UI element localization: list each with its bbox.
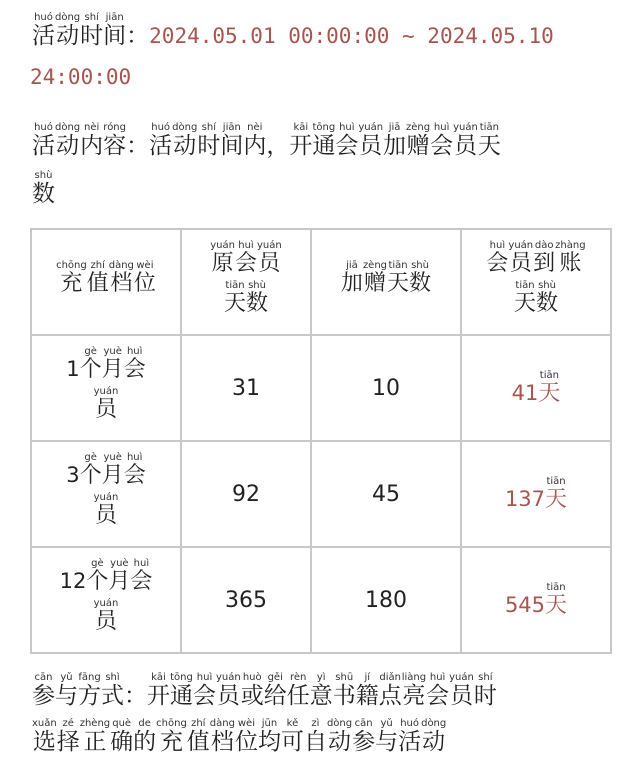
- activity-time-range-end: 24:00:00: [30, 65, 132, 89]
- ruby-char: 择zé: [56, 718, 80, 755]
- ruby-char: 会huì: [123, 346, 146, 383]
- ruby-char: 动dòng: [55, 12, 81, 49]
- ruby-char: 动dòng: [326, 718, 353, 755]
- activity-time-colon: ：: [126, 23, 150, 49]
- credited-days-cell: 545天tiān: [461, 547, 611, 653]
- ruby-char: 月yuè: [101, 346, 124, 383]
- ruby-char: 个gè: [79, 346, 102, 383]
- credited-days-cell: 41天tiān: [461, 335, 611, 441]
- ruby-char: 均jūn: [257, 718, 281, 755]
- ruby-char: 参cān: [32, 672, 55, 709]
- header-credited-days: [461, 229, 611, 335]
- day-unit: 天tiān: [545, 581, 568, 618]
- ruby-char: 参cān: [352, 718, 376, 755]
- original-days-cell: 31: [181, 335, 311, 441]
- ruby-char: 数shù: [32, 170, 55, 207]
- activity-content-line-1: [32, 122, 501, 158]
- ruby-char: 自zì: [303, 718, 327, 755]
- activity-time-range-start: 2024.05.01 00:00:00 ~ 2024.05.10: [149, 24, 554, 48]
- bonus-days-cell: 45: [311, 441, 461, 547]
- day-unit: 天tiān: [545, 475, 568, 512]
- ruby-char: 员yuán: [93, 598, 119, 634]
- ruby-char: 值zhí: [86, 260, 109, 297]
- bonus-days-cell: 180: [311, 547, 461, 653]
- activity-content-line-2: [32, 170, 55, 206]
- ruby-char: 月yuè: [101, 452, 124, 489]
- ruby-char: 开kāi: [289, 122, 313, 159]
- activity-time-line: [32, 12, 554, 48]
- ruby-char: 会huì: [234, 240, 257, 277]
- ruby-char: 会huì: [426, 672, 450, 709]
- ruby-char: 方fāng: [78, 672, 101, 709]
- ruby-char: 数shù: [246, 280, 269, 316]
- table-header-row: [31, 229, 611, 335]
- ruby-char: 员yuán: [358, 122, 384, 159]
- ruby-char: 活huó: [32, 12, 55, 49]
- ruby-char: 会huì: [430, 122, 454, 159]
- ruby-char: 选xuǎn: [32, 718, 57, 755]
- ruby-char: 档dàng: [108, 260, 134, 297]
- ruby-char: ，: [266, 133, 290, 159]
- ruby-char: 时shí: [197, 122, 221, 159]
- ruby-char: 天tiān: [387, 260, 410, 297]
- ruby-char: 通tōng: [312, 122, 336, 159]
- ruby-char: 值zhí: [186, 718, 210, 755]
- ruby-char: 亮liàng: [401, 672, 427, 709]
- ruby-char: 员yuán: [257, 240, 282, 277]
- activity-content-text-2: [32, 170, 55, 207]
- ruby-char: 给gěi: [263, 672, 287, 709]
- ruby-char: 赠zèng: [362, 260, 388, 297]
- ruby-char: 与yǔ: [375, 718, 399, 755]
- ruby-char: 通tōng: [170, 672, 193, 709]
- ruby-char: 充chōng: [156, 718, 187, 755]
- ruby-char: 天tiān: [513, 280, 536, 316]
- ruby-char: 任rèn: [286, 672, 310, 709]
- ruby-char: 充chōng: [56, 260, 87, 297]
- ruby-char: 员yuán: [508, 240, 534, 277]
- ruby-char: 开kāi: [147, 672, 170, 709]
- activity-content-text-1: [32, 122, 501, 159]
- header-bonus-days: [311, 229, 461, 335]
- ruby-char: 容róng: [103, 122, 127, 159]
- ruby-char: 的de: [133, 718, 157, 755]
- participation-line-1: [32, 672, 497, 708]
- ruby-char: 档dàng: [209, 718, 235, 755]
- header-recharge-tier: [31, 229, 181, 335]
- ruby-char: 会huì: [193, 672, 216, 709]
- ruby-char: 活huó: [32, 122, 55, 159]
- ruby-char: 时shí: [473, 672, 497, 709]
- day-unit: 天tiān: [538, 369, 561, 406]
- ruby-char: 位wèi: [234, 718, 258, 755]
- ruby-char: 天tiān: [477, 122, 501, 159]
- table-row: [31, 335, 611, 441]
- ruby-char: 会huì: [335, 122, 359, 159]
- ruby-char: 书shū: [332, 672, 356, 709]
- ruby-char: 间jiān: [103, 12, 127, 49]
- ruby-char: 点diǎn: [378, 672, 402, 709]
- table-row: [31, 547, 611, 653]
- participation-text-1: [32, 672, 497, 709]
- recharge-tier-table: [30, 228, 612, 654]
- ruby-char: ：: [126, 133, 150, 159]
- ruby-char: 间jiān: [220, 122, 244, 159]
- ruby-char: 位wèi: [133, 260, 156, 297]
- credited-days-cell: 137天tiān: [461, 441, 611, 547]
- ruby-char: 个gè: [79, 452, 102, 489]
- ruby-char: 可kě: [280, 718, 304, 755]
- participation-line-2: [32, 718, 446, 754]
- original-days-cell: 92: [181, 441, 311, 547]
- ruby-char: 员yuán: [449, 672, 474, 709]
- ruby-char: 数shù: [536, 280, 559, 316]
- ruby-char: 或huò: [240, 672, 264, 709]
- ruby-char: 动dòng: [421, 718, 447, 755]
- ruby-char: 意yì: [309, 672, 333, 709]
- ruby-char: 会huì: [130, 558, 153, 595]
- ruby-char: 籍jí: [355, 672, 379, 709]
- activity-time-end-line: [30, 66, 131, 89]
- ruby-char: 员yuán: [453, 122, 478, 159]
- tier-cell: 3个gè月yuè会huì员yuán: [31, 441, 181, 547]
- header-original-days: [181, 229, 311, 335]
- ruby-char: 月yuè: [108, 558, 131, 595]
- ruby-char: 内nèi: [80, 122, 104, 159]
- ruby-char: 个gè: [86, 558, 109, 595]
- ruby-char: 员yuán: [93, 492, 119, 528]
- ruby-char: ：: [124, 683, 147, 709]
- ruby-char: 会huì: [123, 452, 146, 489]
- ruby-char: 原yuán: [210, 240, 235, 277]
- activity-time-label: [32, 12, 127, 49]
- tier-cell: 12个gè月yuè会huì员yuán: [31, 547, 181, 653]
- ruby-char: 天tiān: [223, 280, 246, 316]
- ruby-char: 正zhèng: [79, 718, 111, 755]
- ruby-char: 时shí: [80, 12, 104, 49]
- ruby-char: 活huó: [398, 718, 422, 755]
- table-row: [31, 441, 611, 547]
- ruby-char: 动dòng: [172, 122, 198, 159]
- ruby-char: 到dào: [533, 240, 556, 277]
- ruby-char: 动dòng: [55, 122, 81, 159]
- ruby-char: 式shì: [101, 672, 124, 709]
- bonus-days-cell: 10: [311, 335, 461, 441]
- ruby-char: 会huì: [486, 240, 509, 277]
- ruby-char: 确què: [110, 718, 134, 755]
- tier-cell: 1个gè月yuè会huì员yuán: [31, 335, 181, 441]
- ruby-char: 加jiā: [340, 260, 363, 297]
- ruby-char: 与yǔ: [55, 672, 78, 709]
- ruby-char: 加jiā: [383, 122, 407, 159]
- ruby-char: 活huó: [149, 122, 173, 159]
- ruby-char: 员yuán: [216, 672, 241, 709]
- participation-text-2: [32, 718, 447, 755]
- ruby-char: 员yuán: [93, 386, 119, 422]
- ruby-char: 赠zèng: [406, 122, 431, 159]
- original-days-cell: 365: [181, 547, 311, 653]
- ruby-char: 数shù: [409, 260, 432, 297]
- ruby-char: 内nèi: [243, 122, 267, 159]
- ruby-char: 账zhàng: [555, 240, 586, 277]
